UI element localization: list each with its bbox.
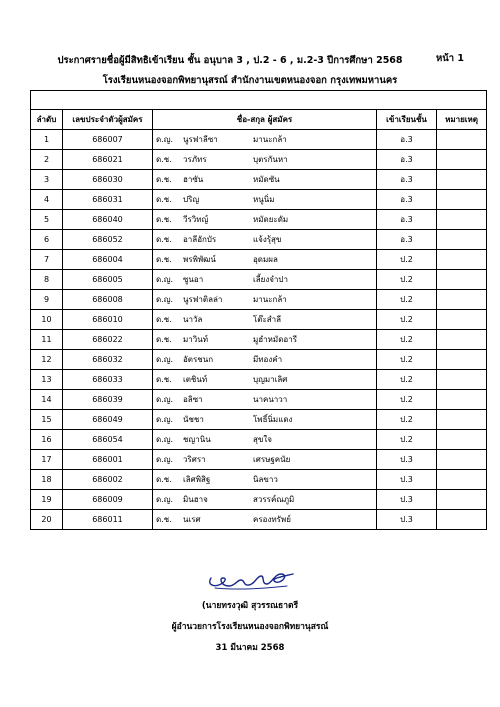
signer-position: ผู้อำนวยการโรงเรียนหนองจอกพิทยานุสรณ์ xyxy=(171,622,329,632)
last-name: อุดมผล xyxy=(253,255,278,264)
first-name: นาวัล xyxy=(183,315,203,324)
applicant-id: 686049 xyxy=(63,410,153,430)
first-name: นัชชา xyxy=(183,415,204,424)
applicant-id: 686022 xyxy=(63,330,153,350)
first-name: อาลีอักบัร xyxy=(183,235,217,244)
grade-level: ป.3 xyxy=(377,490,437,510)
row-number: 4 xyxy=(31,190,63,210)
name-prefix: ด.ญ. xyxy=(156,395,174,404)
applicant-table xyxy=(30,90,487,530)
row-number: 10 xyxy=(31,310,63,330)
last-name: สุขใจ xyxy=(253,435,272,444)
last-name: นิลขาว xyxy=(253,475,278,484)
applicant-name xyxy=(153,250,377,270)
first-name: มาวินท์ xyxy=(183,335,208,344)
table-row xyxy=(31,410,487,430)
remark xyxy=(437,190,487,210)
last-name: นาคนาวา xyxy=(253,395,288,404)
row-number: 11 xyxy=(31,330,63,350)
applicant-id: 686005 xyxy=(63,270,153,290)
last-name: บุญมาเลิศ xyxy=(253,375,288,384)
table-header-row xyxy=(31,110,487,130)
col-header-no: ลำดับ xyxy=(31,110,63,130)
row-number: 14 xyxy=(31,390,63,410)
first-name: ชญานิน xyxy=(183,435,211,444)
table-row xyxy=(31,250,487,270)
remark xyxy=(437,230,487,250)
table-row xyxy=(31,390,487,410)
col-header-name: ชื่อ-สกุล ผู้สมัคร xyxy=(153,110,377,130)
first-name: พรพิพัฒน์ xyxy=(183,255,216,264)
table-row xyxy=(31,270,487,290)
remark xyxy=(437,130,487,150)
name-prefix: ด.ช. xyxy=(156,335,172,344)
first-name: เลิศพิสิฐ xyxy=(183,475,211,484)
first-name: นูรฟาติลล่า xyxy=(183,295,223,304)
row-number: 6 xyxy=(31,230,63,250)
name-prefix: ด.ช. xyxy=(156,515,172,524)
applicant-name xyxy=(153,430,377,450)
last-name: เศรษฐคนัย xyxy=(253,455,291,464)
applicant-id: 686001 xyxy=(63,450,153,470)
name-prefix: ด.ญ. xyxy=(156,135,174,144)
name-prefix: ด.ช. xyxy=(156,255,172,264)
signature-icon xyxy=(205,566,295,594)
remark xyxy=(437,490,487,510)
table-row xyxy=(31,510,487,530)
name-prefix: ด.ญ. xyxy=(156,295,174,304)
applicant-id: 686052 xyxy=(63,230,153,250)
applicant-id: 686021 xyxy=(63,150,153,170)
grade-level: ป.2 xyxy=(377,270,437,290)
applicant-id: 686011 xyxy=(63,510,153,530)
first-name: วรภัทร xyxy=(183,155,207,164)
first-name: มินฮาจ xyxy=(183,495,208,504)
grade-level: อ.3 xyxy=(377,170,437,190)
remark xyxy=(437,470,487,490)
table-row xyxy=(31,310,487,330)
applicant-name xyxy=(153,350,377,370)
name-prefix: ด.ช. xyxy=(156,235,172,244)
applicant-id: 686032 xyxy=(63,350,153,370)
row-number: 19 xyxy=(31,490,63,510)
last-name: มานะกล้า xyxy=(253,295,287,304)
grade-level: ป.3 xyxy=(377,470,437,490)
last-name: หมัดซัน xyxy=(253,175,280,184)
blank-cell xyxy=(31,91,487,110)
grade-level: อ.3 xyxy=(377,210,437,230)
table-row xyxy=(31,450,487,470)
name-prefix: ด.ญ. xyxy=(156,355,174,364)
name-prefix: ด.ช. xyxy=(156,195,172,204)
table-row xyxy=(31,470,487,490)
applicant-id: 686010 xyxy=(63,310,153,330)
table-row xyxy=(31,130,487,150)
sign-date: 31 มีนาคม 2568 xyxy=(215,643,285,653)
row-number: 20 xyxy=(31,510,63,530)
name-prefix: ด.ญ. xyxy=(156,455,174,464)
name-prefix: ด.ช. xyxy=(156,375,172,384)
last-name: มูฮำหมัดอารี xyxy=(253,335,297,344)
name-prefix: ด.ญ. xyxy=(156,435,174,444)
last-name: หนูนิ่ม xyxy=(253,195,275,204)
name-prefix: ด.ช. xyxy=(156,175,172,184)
grade-level: ป.2 xyxy=(377,390,437,410)
remark xyxy=(437,310,487,330)
row-number: 13 xyxy=(31,370,63,390)
last-name: เลี้ยงจำปา xyxy=(253,275,288,284)
table-row xyxy=(31,430,487,450)
grade-level: ป.3 xyxy=(377,450,437,470)
announcement-title: ประกาศรายชื่อผู้มีสิทธิเข้าเรียน ชั้น อนุบาล 3 , ป.2 - 6 , ม.2-3 ปีการศึกษา 2568 xyxy=(57,55,403,66)
first-name: ฮาซัน xyxy=(183,175,204,184)
grade-level: อ.3 xyxy=(377,130,437,150)
applicant-id: 686030 xyxy=(63,170,153,190)
applicant-name xyxy=(153,130,377,150)
applicant-name xyxy=(153,410,377,430)
applicant-name xyxy=(153,510,377,530)
name-prefix: ด.ญ. xyxy=(156,415,174,424)
grade-level: ป.2 xyxy=(377,430,437,450)
remark xyxy=(437,390,487,410)
applicant-name xyxy=(153,370,377,390)
applicant-id: 686054 xyxy=(63,430,153,450)
first-name: นูรฟาลีซา xyxy=(183,135,218,144)
first-name: วริศรา xyxy=(183,455,206,464)
grade-level: อ.3 xyxy=(377,230,437,250)
applicant-name xyxy=(153,390,377,410)
last-name: แจ้งรุ้สุข xyxy=(253,235,282,244)
remark xyxy=(437,370,487,390)
blank-top-row xyxy=(31,91,487,110)
signer-name: (นายทรงวุฒิ สุวรรณธาตรี xyxy=(201,601,299,611)
grade-level: ป.2 xyxy=(377,370,437,390)
table-row xyxy=(31,230,487,250)
row-number: 17 xyxy=(31,450,63,470)
name-prefix: ด.ญ. xyxy=(156,495,174,504)
remark xyxy=(437,250,487,270)
name-prefix: ด.ญ. xyxy=(156,275,174,284)
applicant-name xyxy=(153,470,377,490)
last-name: ครองทรัพย์ xyxy=(253,515,291,524)
row-number: 1 xyxy=(31,130,63,150)
first-name: อลิซา xyxy=(183,395,203,404)
grade-level: ป.2 xyxy=(377,350,437,370)
table-row xyxy=(31,330,487,350)
applicant-name xyxy=(153,330,377,350)
row-number: 7 xyxy=(31,250,63,270)
page-number: หน้า 1 xyxy=(436,53,465,64)
remark xyxy=(437,210,487,230)
row-number: 8 xyxy=(31,270,63,290)
name-prefix: ด.ช. xyxy=(156,475,172,484)
applicant-id: 686002 xyxy=(63,470,153,490)
remark xyxy=(437,350,487,370)
grade-level: ป.2 xyxy=(377,310,437,330)
table-row xyxy=(31,370,487,390)
col-header-grade: เข้าเรียนชั้น xyxy=(377,110,437,130)
remark xyxy=(437,410,487,430)
remark xyxy=(437,450,487,470)
last-name: โพธิ์นิ่มแดง xyxy=(253,415,293,424)
table-row xyxy=(31,210,487,230)
grade-level: อ.3 xyxy=(377,190,437,210)
table-row xyxy=(31,290,487,310)
applicant-name xyxy=(153,290,377,310)
table-row xyxy=(31,150,487,170)
remark xyxy=(437,330,487,350)
last-name: สวรรค์ณภูมิ xyxy=(253,495,295,504)
last-name: โต๊ะสำลี xyxy=(253,315,282,324)
applicant-id: 686031 xyxy=(63,190,153,210)
col-header-id: เลขประจำตัวผู้สมัคร xyxy=(63,110,153,130)
last-name: บุตรกันหา xyxy=(253,155,288,164)
remark xyxy=(437,430,487,450)
applicant-name xyxy=(153,150,377,170)
applicant-name xyxy=(153,310,377,330)
applicant-id: 686007 xyxy=(63,130,153,150)
applicant-name xyxy=(153,190,377,210)
first-name: ปริญ xyxy=(183,195,200,204)
grade-level: อ.3 xyxy=(377,150,437,170)
last-name: มานะกล้า xyxy=(253,135,287,144)
table-row xyxy=(31,350,487,370)
applicant-id: 686009 xyxy=(63,490,153,510)
row-number: 9 xyxy=(31,290,63,310)
first-name: อัตรชนก xyxy=(183,355,214,364)
applicant-name xyxy=(153,490,377,510)
name-prefix: ด.ช. xyxy=(156,155,172,164)
remark xyxy=(437,290,487,310)
grade-level: ป.2 xyxy=(377,250,437,270)
table-row xyxy=(31,170,487,190)
applicant-name xyxy=(153,450,377,470)
applicant-id: 686008 xyxy=(63,290,153,310)
first-name: เตชินท์ xyxy=(183,375,208,384)
applicant-id: 686004 xyxy=(63,250,153,270)
last-name: หมัดยะดัม xyxy=(253,215,289,224)
table-body xyxy=(31,130,487,530)
applicant-id: 686039 xyxy=(63,390,153,410)
row-number: 16 xyxy=(31,430,63,450)
remark xyxy=(437,170,487,190)
applicant-name xyxy=(153,210,377,230)
row-number: 15 xyxy=(31,410,63,430)
remark xyxy=(437,150,487,170)
applicant-name xyxy=(153,270,377,290)
table-row xyxy=(31,190,487,210)
grade-level: ป.2 xyxy=(377,330,437,350)
row-number: 5 xyxy=(31,210,63,230)
name-prefix: ด.ช. xyxy=(156,215,172,224)
grade-level: ป.3 xyxy=(377,510,437,530)
first-name: นเรศ xyxy=(183,515,201,524)
remark xyxy=(437,270,487,290)
grade-level: ป.2 xyxy=(377,290,437,310)
first-name: วีรวิทญ์ xyxy=(183,215,209,224)
row-number: 18 xyxy=(31,470,63,490)
applicant-id: 686040 xyxy=(63,210,153,230)
name-prefix: ด.ช. xyxy=(156,315,172,324)
remark xyxy=(437,510,487,530)
applicant-name xyxy=(153,170,377,190)
last-name: มีทองคำ xyxy=(253,355,283,364)
grade-level: ป.2 xyxy=(377,410,437,430)
row-number: 2 xyxy=(31,150,63,170)
col-header-note: หมายเหตุ xyxy=(437,110,487,130)
school-subtitle: โรงเรียนหนองจอกพิทยานุสรณ์ สำนักงานเขตหนองจอก กรุงเทพมหานคร xyxy=(102,75,398,86)
applicant-name xyxy=(153,230,377,250)
applicant-id: 686033 xyxy=(63,370,153,390)
table-row xyxy=(31,490,487,510)
row-number: 12 xyxy=(31,350,63,370)
first-name: ซูนอา xyxy=(183,275,204,284)
row-number: 3 xyxy=(31,170,63,190)
